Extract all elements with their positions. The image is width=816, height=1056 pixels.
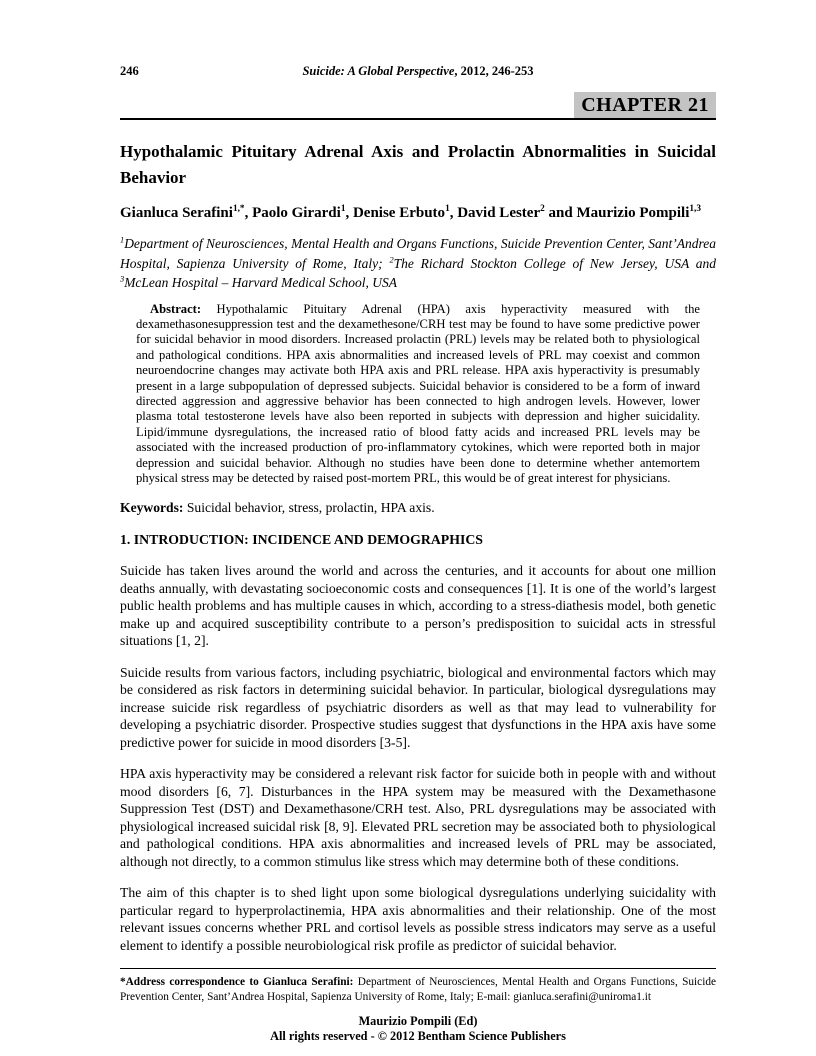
- paragraph: Suicide results from various factors, including psychiatric, biological and environmental factors which may be considered as risk factors in determining suicidal behavior. In particular, biological dysregulations may increase suicide risk regardless of psychiatric disorders as well as that may lead to vulnerability for developing a psychiatric disorder. Prospective studies suggest that dysfunctions in the HPA axis have some predictive power for suicide in mood disorders [3-5].: [120, 664, 716, 750]
- author-superscript: 1,*: [232, 204, 245, 214]
- author-separator: ,: [449, 205, 458, 221]
- journal-citation: , 2012, 246-253: [454, 64, 534, 78]
- author-name: Paolo Girardi: [252, 205, 341, 221]
- affiliation-text: Department of Neurosciences, Mental Health and Organs Functions, Suicide Prevention Center, Sant’Andrea Hospital, Sapienza University of Rome, Italy;: [120, 236, 716, 271]
- affiliation-text: The Richard Stockton College of New Jersey, USA and: [393, 255, 716, 271]
- section-heading: 1. INTRODUCTION: INCIDENCE AND DEMOGRAPHICS: [120, 532, 483, 548]
- running-title: [302, 64, 533, 78]
- affiliation-text: McLean Hospital – Harvard Medical School, USA: [124, 275, 398, 290]
- correspondence-footnote: [120, 968, 716, 1003]
- keywords-text: Suicidal behavior, stress, prolactin, HPA axis.: [183, 500, 435, 516]
- page-number: 246: [120, 64, 139, 78]
- paragraph: The aim of this chapter is to shed light upon some biological dysregulations underlying suicidality with particular regard to hyperprolactinemia, HPA axis abnormalities and their relationship. One of the most relevant issues concerns whether PRL and cortisol levels as possible stress indicators may serve as a useful element to identify a possible neurobiological risk profile as predictor of suicidal behavior.: [120, 885, 716, 953]
- author-separator: and: [544, 205, 577, 221]
- author-separator: ,: [345, 205, 353, 221]
- abstract-text: Hypothalamic Pituitary Adrenal (HPA) axis hyperactivity measured with the dexamethasonesuppression test and the dexamethesone/CRH test may be found to have some predictive power for suicidal behavior in mood disorders. Increased prolactin (PRL) levels may be related both to physiological and pathological conditions. HPA axis abnormalities and increased levels of PRL may coexist and common neuroendocrine changes may activate both HPA axis and PRL release. HPA axis hyperactivity is presumably present in a large subpopulation of depressed subjects. Suicidal behavior is considered to be a form of inward directed aggression and aggressive behavior has been connected to high androgen levels. However, lower plasma total testosterone levels have also been reported in subjects with depression and higher suicidality. Lipid/immune dysregulations, the increased ratio of blood fatty acids and increased PRL levels may be associated with the increased production of pro-inflammatory cytokines, which were reported both in major depression and suicidal behavior. Although no studies have been done to determine whether antemortem physical stress may be detected by raised post-mortem PRL, this would be of great interest for physicians.: [136, 301, 700, 485]
- footnote-label: *Address correspondence to Gianluca Serafini:: [120, 976, 354, 989]
- affiliation-superscript: 3: [120, 274, 125, 284]
- publisher-footer: [120, 1014, 716, 1045]
- abstract: [136, 302, 700, 487]
- chapter-banner: [120, 92, 716, 120]
- running-header: [120, 64, 716, 80]
- footnote-text: Department of Neurosciences, Mental Health and Organs Functions, Suicide Prevention Center, Sant’Andrea Hospital, Sapienza University of Rome, Italy; E-mail: gianluca.serafini@uniroma1.it: [120, 976, 717, 1003]
- author-superscript: 1: [445, 204, 450, 214]
- author-superscript: 1: [340, 204, 346, 214]
- abstract-label: Abstract:: [150, 301, 202, 316]
- author-name: Maurizio Pompili: [576, 205, 690, 221]
- author-name: David Lester: [457, 205, 541, 221]
- affiliation-superscript: 2: [389, 255, 394, 264]
- chapter-badge: CHAPTER 21: [574, 92, 716, 118]
- keywords-label: Keywords:: [120, 500, 184, 516]
- affiliation-superscript: 1: [120, 235, 125, 245]
- affiliations: [120, 234, 716, 293]
- paragraph: HPA axis hyperactivity may be considered a relevant risk factor for suicide both in people with and without mood disorders [6, 7]. Disturbances in the HPA system may be measured with the Dexamethasone Suppression Test (DST) and Dexamethasone/CRH test. Also, PRL dysregulations may be associated with physiological increased suicidal risk [8, 9]. Elevated PRL secretion may be associated both to physiological and pathological conditions. HPA axis abnormalities and increased levels of PRL may be associated, although not directly, to a common stimulus like stress which may determine both of these conditions.: [120, 766, 716, 869]
- author-superscript: 1,3: [689, 204, 701, 214]
- author-name: Denise Erbuto: [352, 205, 446, 221]
- author-line: [120, 202, 716, 225]
- journal-title: Suicide: A Global Perspective: [302, 64, 455, 78]
- editor-line: Maurizio Pompili (Ed): [358, 1013, 478, 1028]
- author-name: Gianluca Serafini: [120, 205, 233, 221]
- rights-line: All rights reserved - © 2012 Bentham Science Publishers: [270, 1029, 566, 1044]
- keywords: [120, 499, 716, 516]
- author-superscript: 2: [540, 204, 545, 214]
- author-separator: ,: [244, 205, 253, 221]
- page-content: [120, 0, 716, 1045]
- article-title: Hypothalamic Pituitary Adrenal Axis and Prolactin Abnormalities in Suicidal Behavior: [120, 142, 716, 187]
- paragraph: Suicide has taken lives around the world and across the centuries, and it accounts for about one million deaths annually, with devastating socioeconomic costs and consequences [1]. It is one of the world’s largest public health problems and has multiple causes in which, according to a stress-diathesis model, both genetic make up and acquired susceptibility contribute to a person’s predisposition to suicidal acts in stressful situations [1, 2].: [120, 563, 716, 649]
